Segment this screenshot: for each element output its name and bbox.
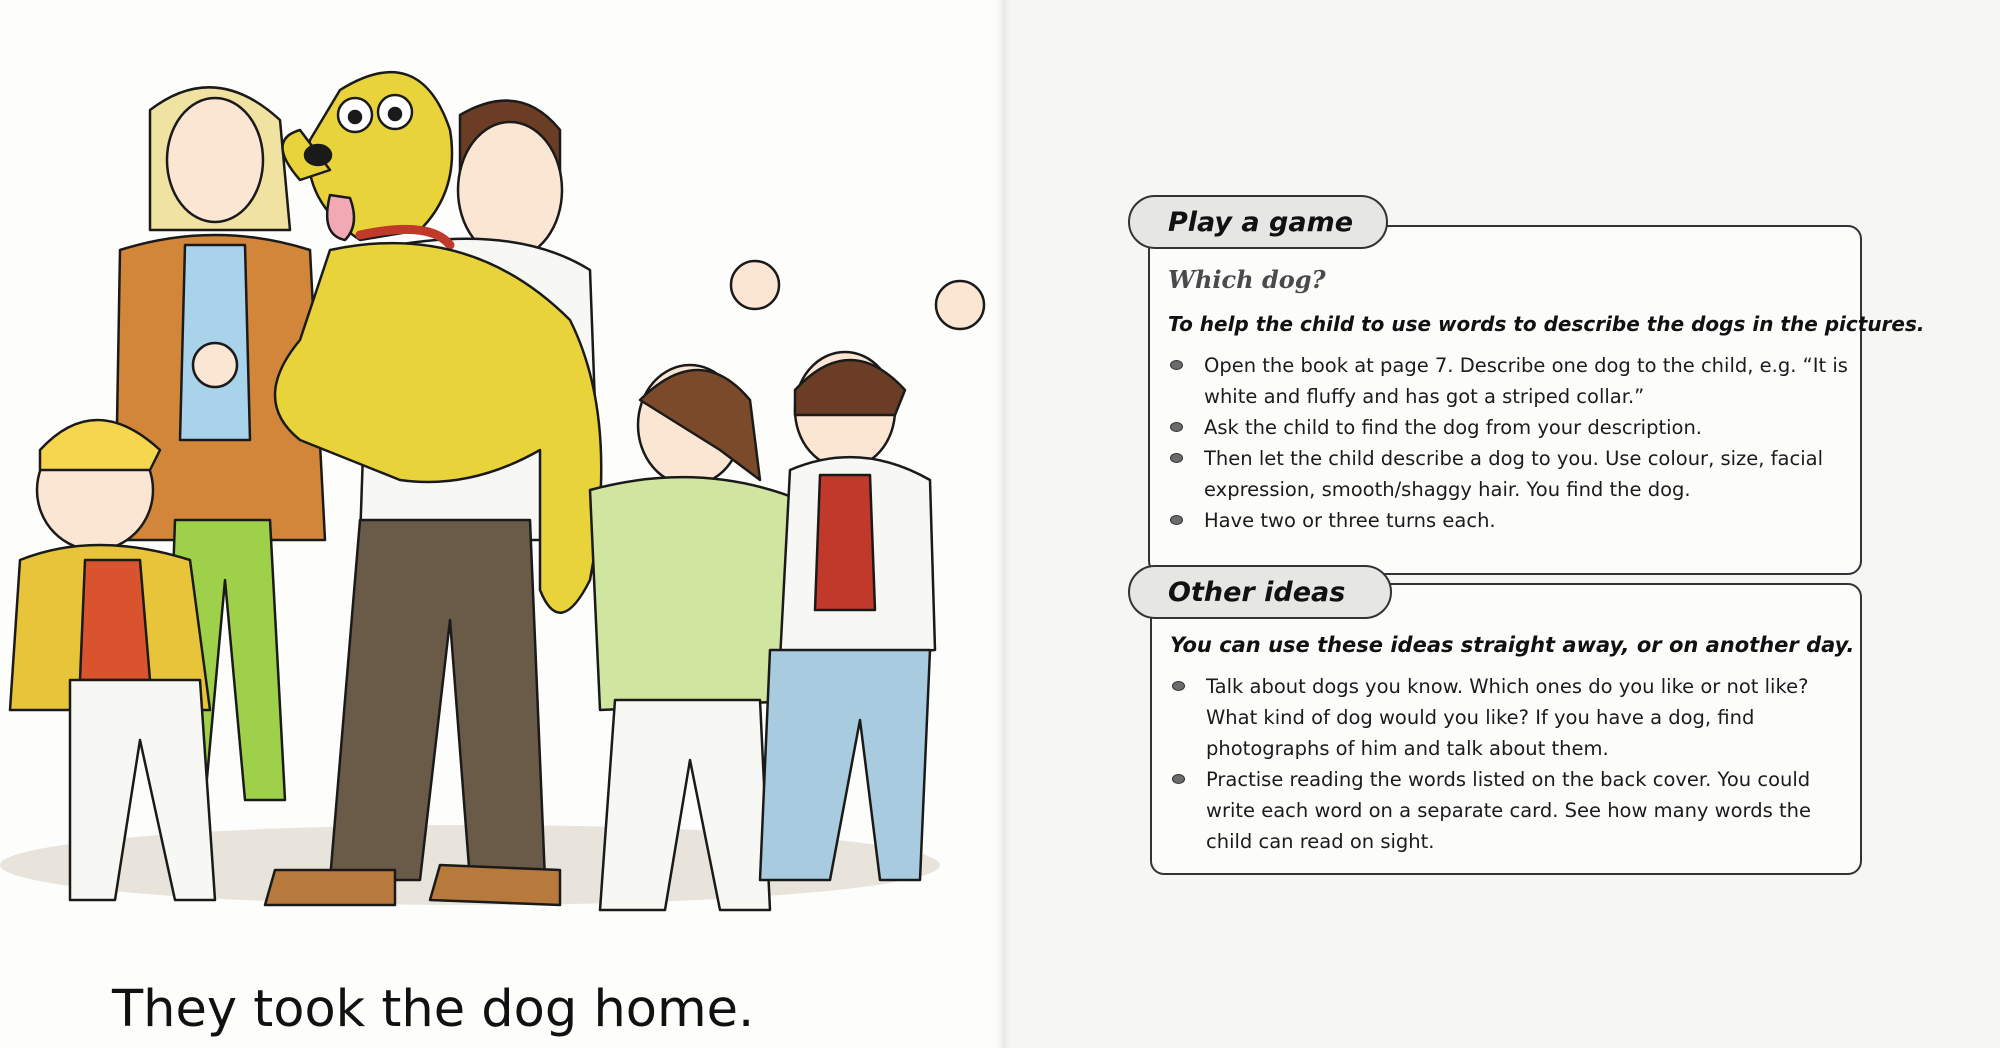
- bullet-icon: [1170, 453, 1183, 463]
- other-ideas-list: [1170, 671, 1850, 857]
- family-with-dog-illustration-icon: [0, 20, 1000, 940]
- which-dog-subtitle: Which dog?: [1168, 265, 1326, 294]
- play-a-game-intro: To help the child to use words to describe the dogs in the pictures.: [1168, 312, 1925, 336]
- list-item: Practise reading the words listed on the back cover. You could write each word on a separate card. See how many words the child can read on sight.: [1170, 764, 1850, 857]
- other-ideas-heading: Other ideas: [1128, 565, 1392, 619]
- list-item: Ask the child to find the dog from your description.: [1168, 412, 1858, 443]
- bullet-icon: [1170, 422, 1183, 432]
- list-item: Have two or three turns each.: [1168, 505, 1858, 536]
- bullet-icon: [1172, 681, 1185, 691]
- bullet-icon: [1170, 360, 1183, 370]
- activity-panel: [1128, 195, 1925, 875]
- bullet-icon: [1172, 774, 1185, 784]
- list-item: Talk about dogs you know. Which ones do you like or not like? What kind of dog would you like? If you have a dog, find photographs of him and talk about them.: [1170, 671, 1850, 764]
- list-item: Open the book at page 7. Describe one dog to the child, e.g. “It is white and fluffy and has got a striped collar.”: [1168, 350, 1858, 412]
- play-a-game-list: [1168, 350, 1858, 536]
- book-gutter: [996, 0, 1010, 1048]
- bullet-icon: [1170, 515, 1183, 525]
- list-item: Then let the child describe a dog to you. Use colour, size, facial expression, smooth/shaggy hair. You find the dog.: [1168, 443, 1858, 505]
- other-ideas-intro: You can use these ideas straight away, or on another day.: [1170, 633, 1855, 657]
- story-caption: They took the dog home.: [112, 980, 755, 1039]
- play-a-game-heading: Play a game: [1128, 195, 1388, 249]
